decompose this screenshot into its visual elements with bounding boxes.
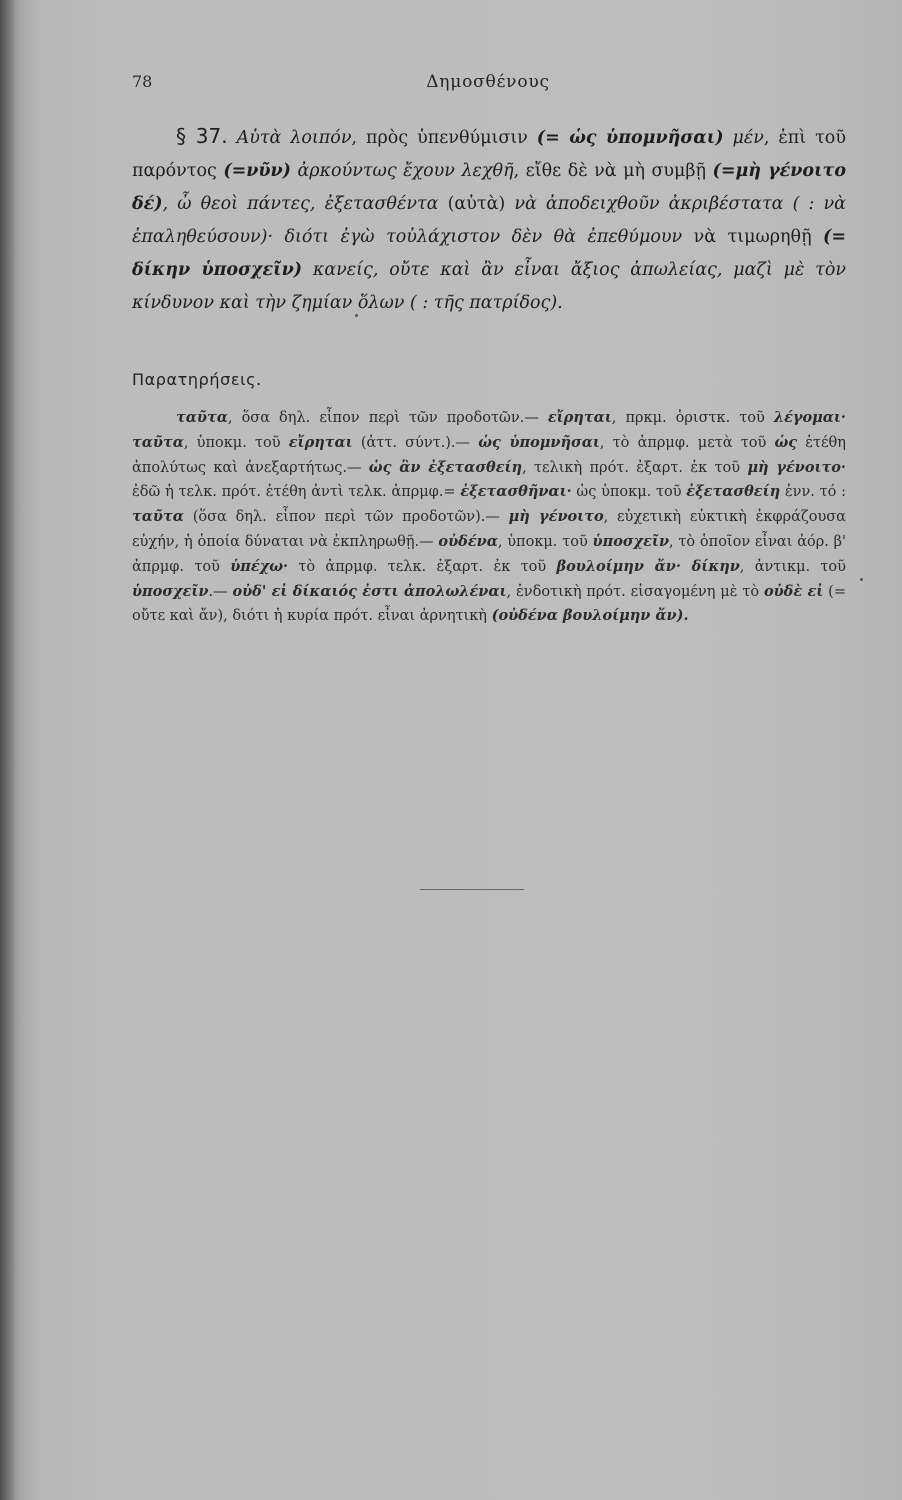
text-segment: ὑποσχεῖν xyxy=(132,582,209,600)
text-segment: νὰ τιμωρηθῇ xyxy=(682,227,824,247)
text-segment: εἴρηται xyxy=(288,433,353,451)
text-segment: ὡς xyxy=(774,433,798,451)
main-text xyxy=(132,120,846,320)
text-segment: ἐξετασθείη xyxy=(686,483,781,501)
text-segment: κανείς, οὔτε καὶ ἂν εἶναι ἄξιος ἀπωλείας, μαζὶ μὲ τὸν κίνδυνον καὶ τὴν ζημίαν ὅλων ( : τῆς πατρίδος). xyxy=(132,260,847,313)
text-segment: (ἀττ. σύντ.).— xyxy=(352,434,479,451)
ink-speck xyxy=(860,578,863,581)
text-segment: (= ὡς ὑπομνῆσαι) xyxy=(536,128,724,148)
text-segment: , τὸ ὁποῖον εἶναι ἀόρ. β' ἀπρμφ. τοῦ xyxy=(132,533,846,575)
section-number: § 37. xyxy=(176,124,228,148)
text-segment: (= οὔτε καὶ ἄν), διότι ἡ κυρία πρότ. εἶναι ἀρνητικὴ xyxy=(132,583,846,625)
text-segment: ἐδῶ ἡ τελκ. πρότ. ἐτέθη ἀντὶ τελκ. ἀπρμφ.= xyxy=(132,484,461,501)
text-segment: (αὐτὰ) xyxy=(447,194,506,214)
text-segment: τὸ ἀπρμφ. τελκ. ἐξαρτ. ἐκ τοῦ xyxy=(288,558,557,575)
text-segment: μέν xyxy=(723,128,764,148)
text-segment: Αὐτὰ λοιπόν xyxy=(236,128,352,148)
text-segment: , πρὸς ὑπενθύμισιν xyxy=(351,128,537,148)
text-segment: ὡς ἂν ἐξετασθείη xyxy=(368,458,523,476)
text-segment: (οὐδένα βουλοίμην ἄν). xyxy=(491,607,689,625)
text-segment: λέγομαι· ταῦτα xyxy=(132,409,846,451)
notes-paragraph xyxy=(132,406,846,629)
running-head xyxy=(132,72,844,96)
text-segment: ταῦτα xyxy=(176,409,228,426)
text-segment: , ἐνδοτικὴ πρότ. εἰσαγομένη μὲ τὸ xyxy=(506,583,764,600)
text-segment: , ὑποκμ. τοῦ xyxy=(497,533,593,550)
text-segment: , τελικὴ πρότ. ἐξαρτ. ἐκ τοῦ xyxy=(522,459,748,476)
text-segment: βουλοίμην ἄν· δίκην xyxy=(556,557,740,575)
text-segment: ἐνν. τό : xyxy=(780,484,847,501)
notes-text xyxy=(132,406,846,629)
text-segment: , ὑποκμ. τοῦ xyxy=(183,434,289,451)
text-segment: ἐξετασθῆναι· xyxy=(460,483,572,501)
text-segment: , εὐχετικὴ εὐκτικὴ ἐκφράζουσα εὐχήν, ἡ ὁποία δύναται νὰ ἐκπληρωθῇ.— xyxy=(132,509,846,550)
text-segment: οὐδ' εἰ δίκαιός ἐστι ἀπολωλέναι xyxy=(232,582,507,600)
end-rule xyxy=(420,889,524,890)
text-segment: νὰ ἀποδειχθοῦν ἀκριβέστατα ( : νὰ ἐπαληθεύσουν) xyxy=(132,194,846,247)
text-segment: , ὅσα δηλ. εἶπον περὶ τῶν προδοτῶν.— xyxy=(227,410,548,426)
page-number: 78 xyxy=(132,72,153,91)
text-segment: , ἐπὶ τοῦ παρόντος xyxy=(132,128,846,181)
text-segment: (= δίκην ὑποσχεῖν) xyxy=(132,227,846,280)
text-segment: ἐτέθη ἀπολύτως καὶ ἀνεξαρτήτως.— xyxy=(132,434,846,476)
text-segment: ὡς ὑπομνῆσαι xyxy=(478,433,600,451)
text-segment: ὡς ὑποκμ. τοῦ xyxy=(571,484,687,501)
text-segment: , τὸ ἀπρμφ. μετὰ τοῦ xyxy=(599,434,775,451)
text-segment: ἀρκούντως ἔχουν λεχθῆ xyxy=(290,161,514,181)
notes-heading: Παρατηρήσεις. xyxy=(132,370,262,389)
text-segment: εἴρηται xyxy=(547,409,612,426)
text-segment: , εἴθε δὲ νὰ μὴ συμβῇ xyxy=(513,161,713,181)
text-segment: , πρκμ. ὁριστκ. τοῦ xyxy=(611,410,774,426)
text-segment: ταῦτα xyxy=(132,508,184,526)
text-segment: (ὅσα δηλ. εἶπον περὶ τῶν προδοτῶν).— xyxy=(183,509,509,526)
main-paragraph xyxy=(132,120,846,320)
text-segment: , ὦ θεοὶ πάντες, ἐξετασθέντα xyxy=(162,194,448,214)
book-spine-shadow xyxy=(0,0,14,1500)
text-segment: μὴ γένοιτο xyxy=(508,508,604,526)
main-paragraph-text xyxy=(132,128,846,313)
running-title: Δημοσθένους xyxy=(426,72,550,92)
text-segment: ὑπέχω· xyxy=(230,557,289,575)
ink-speck xyxy=(355,314,358,317)
text-segment: οὐδένα xyxy=(438,532,498,550)
text-segment: ὑποσχεῖν xyxy=(592,532,670,550)
text-segment: .— xyxy=(208,583,233,600)
text-segment: (=μὴ γένοιτο δέ) xyxy=(132,161,846,214)
text-segment: , ἀντικμ. τοῦ xyxy=(739,558,846,575)
text-segment: (=νῦν) xyxy=(223,161,291,181)
text-segment: · διότι ἐγὼ τοὐλάχιστον δὲν θὰ ἐπεθύμουν xyxy=(267,227,683,247)
text-segment: οὐδὲ εἰ xyxy=(763,582,824,600)
text-segment: μὴ γένοιτο· xyxy=(747,458,846,476)
